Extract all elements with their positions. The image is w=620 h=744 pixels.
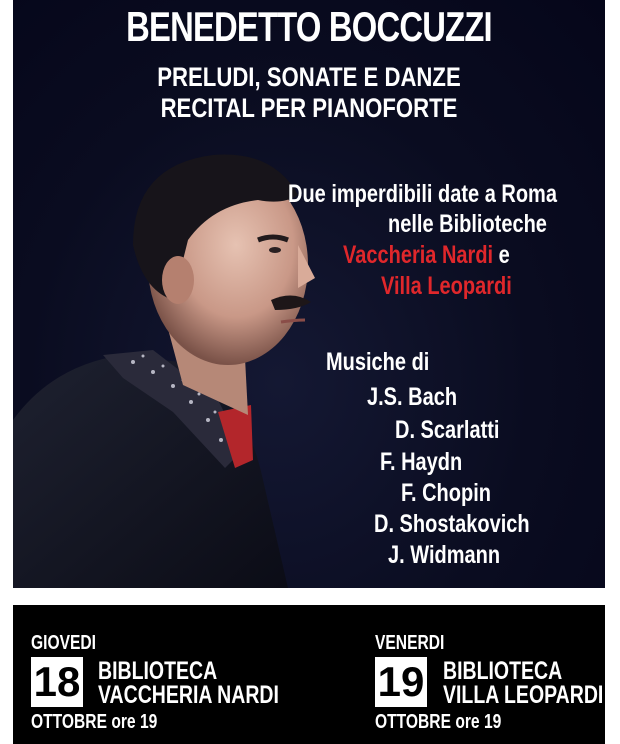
date-2-when (375, 712, 501, 732)
intro-line-2: nelle Biblioteche (388, 210, 547, 238)
date-2-venue-line-2: VILLA LEOPARDI (443, 681, 604, 709)
date-1-month: OTTOBRE (31, 711, 107, 733)
date-1-weekday: GIOVEDI (31, 632, 97, 654)
venue-connector: e (498, 241, 510, 269)
venue-b-name: Villa Leopardi (381, 272, 512, 300)
date-2-month: OTTOBRE (375, 711, 451, 733)
poster-subtitle-2: RECITAL PER PIANOFORTE (160, 93, 458, 123)
pianist-portrait (13, 150, 333, 588)
date-1-time: ore 19 (111, 711, 158, 733)
poster (13, 0, 605, 588)
date-1-day: 18 (31, 657, 83, 707)
intro-line-1: Due imperdibili date a Roma (288, 180, 557, 208)
composer-shostakovich: D. Shostakovich (374, 510, 530, 538)
poster-title: BENEDETTO BOCCUZZI (126, 3, 492, 50)
composer-scarlatti: D. Scarlatti (395, 416, 500, 444)
date-2-time: ore 19 (455, 711, 502, 733)
venue-line-a (343, 243, 510, 268)
date-1-when (31, 712, 157, 732)
date-2-weekday: VENERDI (375, 632, 445, 654)
music-heading: Musiche di (326, 348, 430, 376)
venue-a-name: Vaccheria Nardi (343, 241, 494, 269)
composer-haydn: F. Haydn (380, 448, 463, 476)
composer-widmann: J. Widmann (388, 541, 501, 569)
composer-bach: J.S. Bach (367, 383, 458, 411)
composer-chopin: F. Chopin (401, 479, 491, 507)
date-2-venue-line-1: BIBLIOTECA (443, 657, 563, 685)
dates-band (13, 605, 605, 744)
date-1-venue-line-1: BIBLIOTECA (98, 657, 218, 685)
date-1-venue-line-2: VACCHERIA NARDI (98, 681, 279, 709)
poster-subtitle-1: PRELUDI, SONATE E DANZE (157, 62, 461, 92)
date-2-day: 19 (375, 657, 427, 707)
